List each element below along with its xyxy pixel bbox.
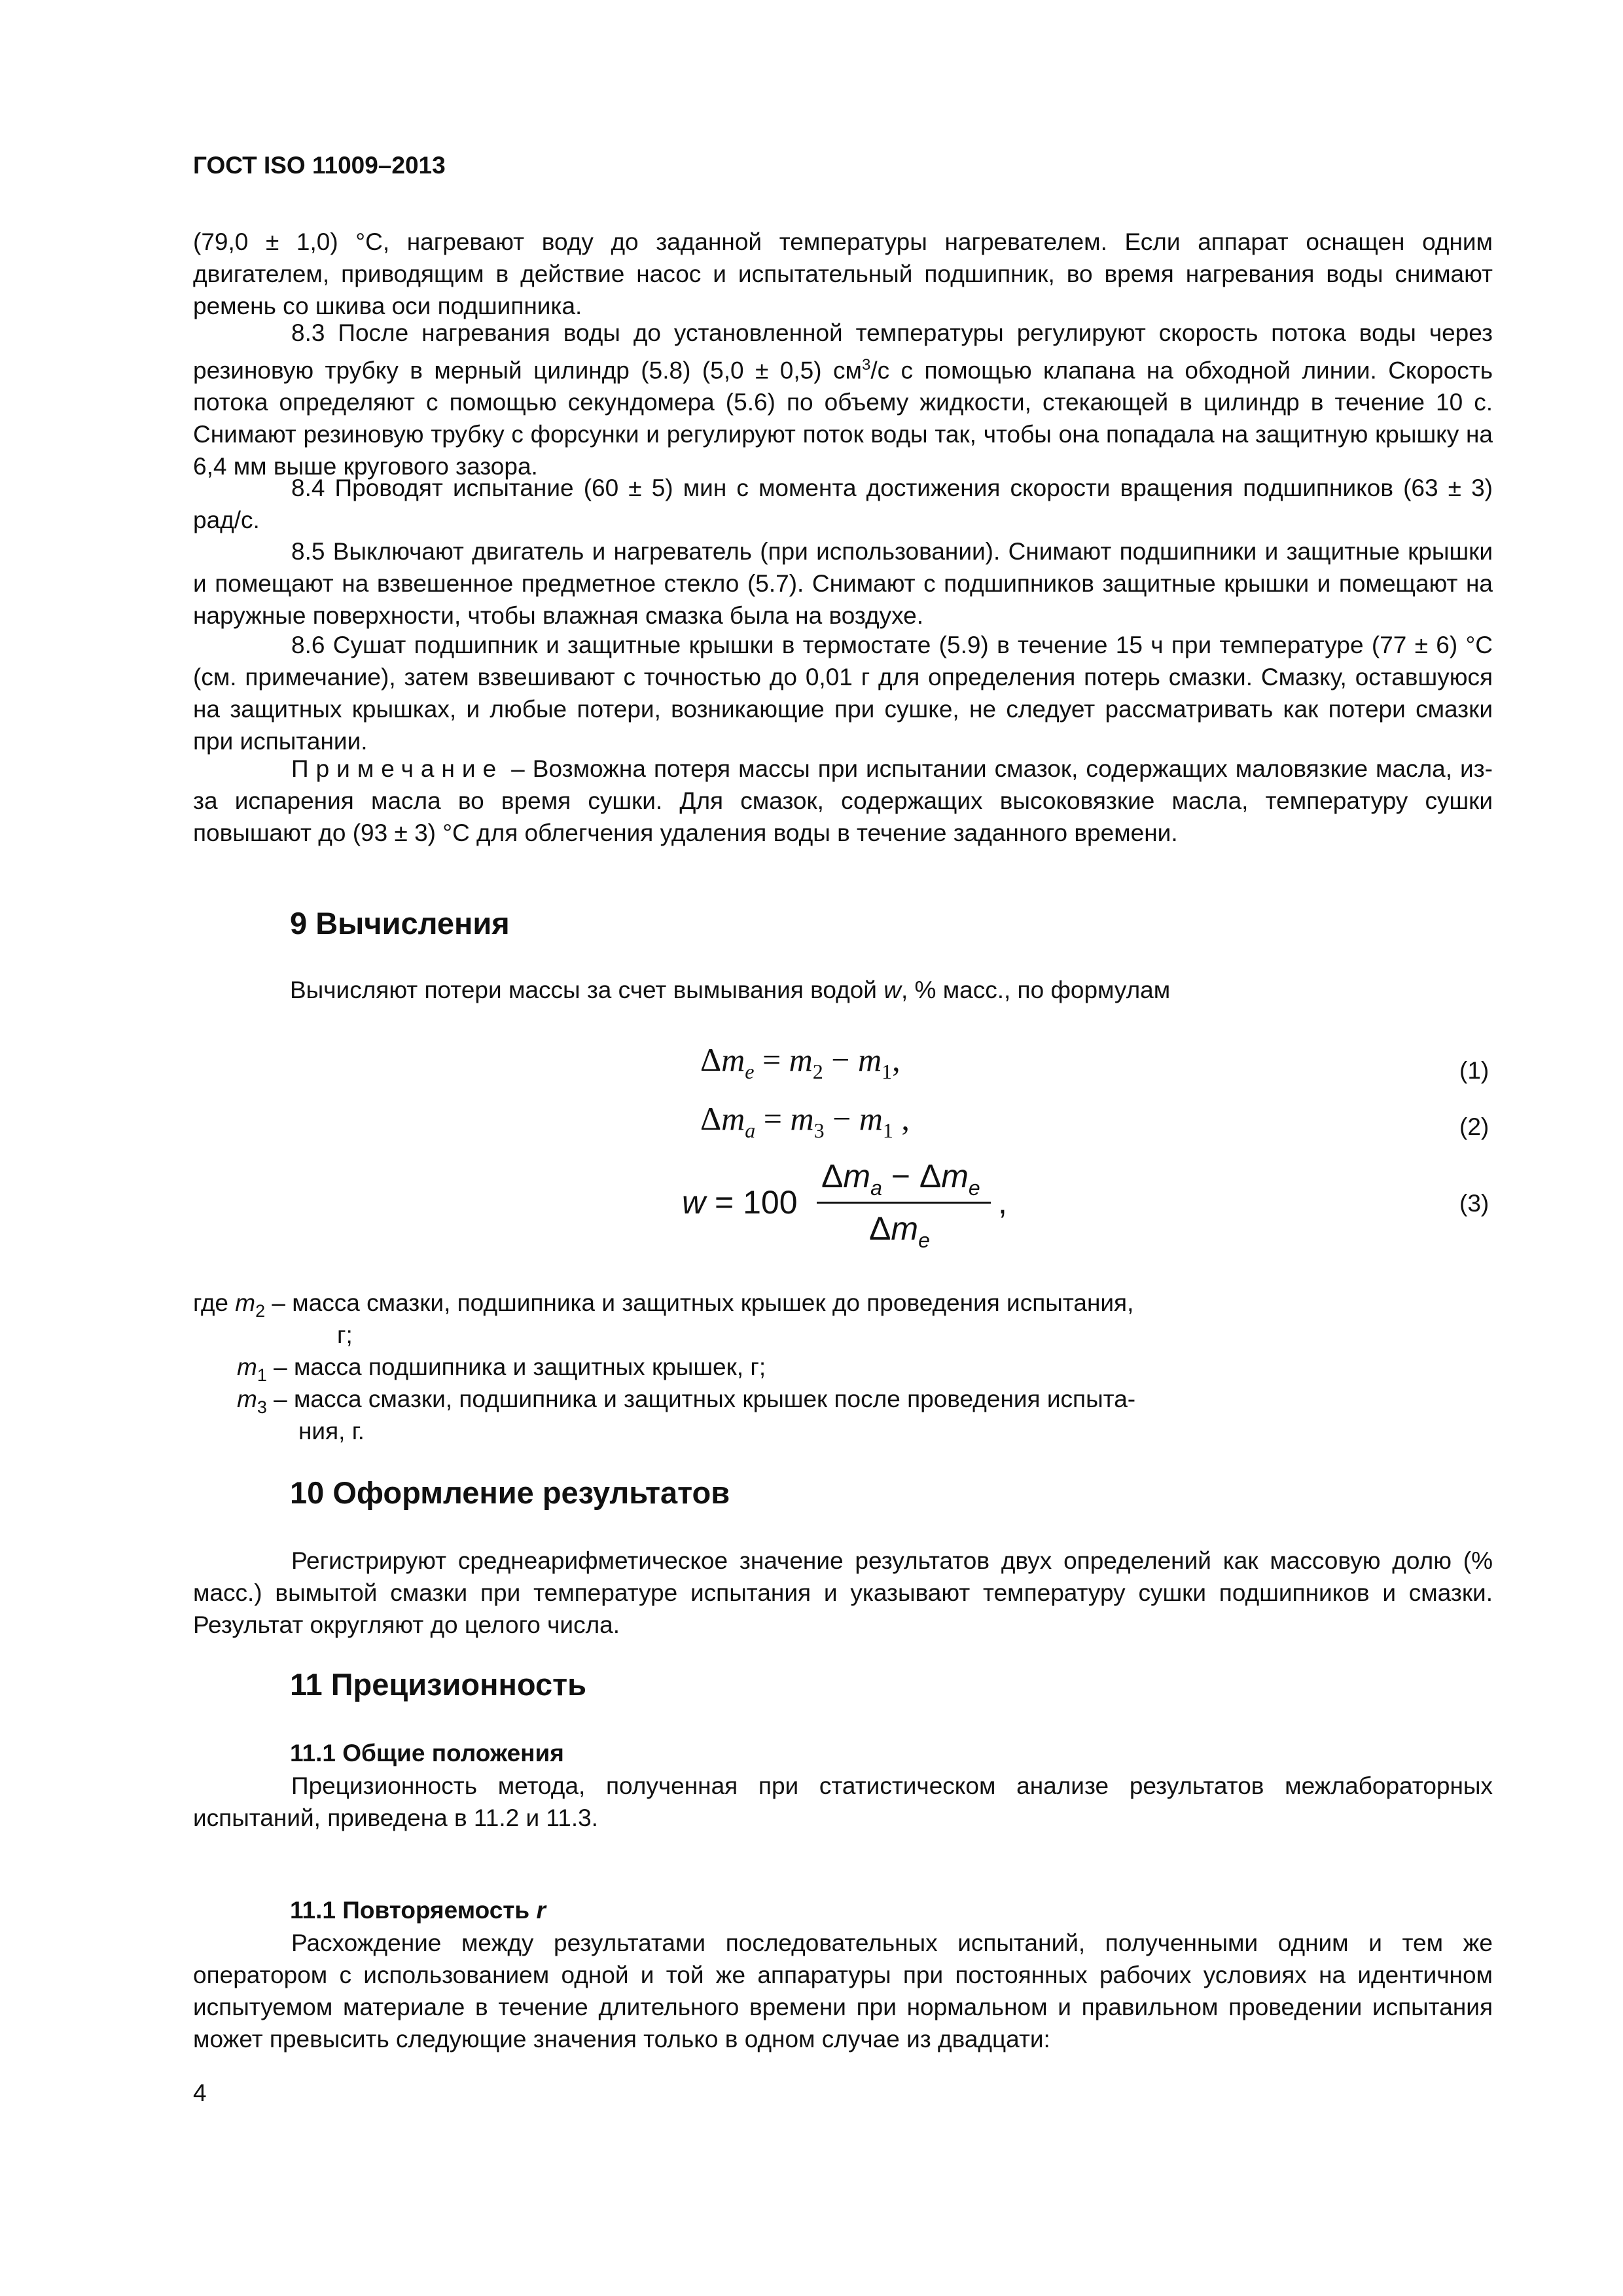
section-9-intro <box>290 974 1494 1006</box>
formula-2-number: (2) <box>1459 1113 1489 1140</box>
note-paragraph <box>193 753 1493 849</box>
formula-2: $\Delta m_a = m_3 - m_1$ , <box>700 1100 910 1142</box>
formula-1-number: (1) <box>1459 1057 1489 1084</box>
definition-m2-continuation: г; <box>337 1321 353 1348</box>
subsection-11-1-title: 11.1 Общие положения <box>290 1740 564 1767</box>
definition-m1-text: – масса подшипника и защитных крышек, г; <box>266 1354 766 1380</box>
document-code: ГОСТ ISO 11009–2013 <box>193 152 446 179</box>
superscript-3: 3 <box>861 356 871 374</box>
paragraph-8-4: 8.4 Проводят испытание (60 ± 5) мин с момента достижения скорости вращения подшипников (63 ± 3) рад/с. <box>193 475 1493 533</box>
section-9-intro-text: Вычисляют потери массы за счет вымывания водой <box>290 977 884 1003</box>
paragraph-intro: (79,0 ± 1,0) °С, нагревают воду до заданной температуры нагревателем. Если аппарат оснащен одним двигателем, приводящим в действие насос и испытательный подшипник, во время нагревания воды снимают ремень со шкива оси подшипника. <box>193 228 1493 319</box>
repeatability-title-text: 11.1 Повторяемость <box>290 1897 537 1924</box>
variable-r: r <box>536 1897 546 1924</box>
index-3: 3 <box>257 1397 267 1417</box>
note-label: Примечание <box>291 755 504 782</box>
paragraph-8-6: 8.6 Сушат подшипник и защитные крышки в термостате (5.9) в течение 15 ч при температуре (77 ± 6) °С (см. примечание), затем взвешивают с точностью до 0,01 г для определения потерь смазки. Смазку, оставшуюся на защитных крышках, и любые потери, возникающие при сушке, не следует рассматривать как потери смазки при испытании. <box>193 632 1493 755</box>
index-2: 2 <box>255 1301 266 1321</box>
subsection-repeatability-title <box>290 1897 546 1924</box>
formula-3-comma: , <box>998 1184 1007 1221</box>
formula-3-denominator: $\Delta m_e$ <box>869 1210 930 1252</box>
paragraph-8-3-part-b: /с с помощью клапана на обходной линии. Скорость потока определяют с помощью секундомера (5.6) по объему жидкости, стекающей в цилиндр в течение 10 с. Снимают резиновую трубку с форсунки и регулируют поток воды так, чтобы она попадала на защитную крышку на 6,4 мм выше кругового зазора. <box>193 357 1493 480</box>
paragraph-8-3 <box>193 317 1493 482</box>
formula-3-number: (3) <box>1459 1190 1489 1217</box>
section-10-title: 10 Оформление результатов <box>290 1475 730 1510</box>
subsection-repeatability-text: Расхождение между результатами последовательных испытаний, полученными одним и тем же оператором с использованием одной и той же аппаратуры при постоянных рабочих условиях на идентичном испытуемом материале в течение длительного времени при нормальном и правильном проведении испытания может превысить следующие значения только в одном случае из двадцати: <box>193 1929 1493 2053</box>
definition-m3 <box>237 1383 1135 1424</box>
paragraph-8-5: 8.5 Выключают двигатель и нагреватель (при использовании). Снимают подшипники и защитные крышки и помещают на взвешенное предметное стекло (5.7). Снимают с подшипников защитные крышки и помещают на наружные поверхности, чтобы влажная смазка была на воздухе. <box>193 538 1493 629</box>
symbol-m1: m <box>237 1354 257 1380</box>
definition-m2-text: – масса смазки, подшипника и защитных крышек до проведения испытания, <box>265 1289 1134 1316</box>
section-11-title: 11 Прецизионность <box>290 1667 587 1702</box>
definition-m3-continuation: ния, г. <box>298 1418 365 1444</box>
section-9-intro-tail: , % масс., по формулам <box>901 977 1171 1003</box>
formula-3-factor: 100 <box>743 1184 798 1221</box>
symbol-m3: m <box>237 1386 257 1412</box>
formula-1: $\Delta m_e = m_2 - m_1$, <box>700 1041 901 1083</box>
definition-m2 <box>193 1287 1133 1327</box>
page-number: 4 <box>193 2079 207 2106</box>
formula-3-numerator: $\Delta m_a - \Delta m_e$ <box>821 1158 980 1200</box>
variable-w: w <box>883 977 901 1003</box>
note-text: – Возможна потеря массы при испытании смазок, содержащих маловязкие масла, из-за испарения масла во время сушки. Для смазок, содержащих высоковязкие масла, температуру сушки повышают до (93 ± 3) °С для облегчения удаления воды в течение заданного времени. <box>193 755 1493 846</box>
section-10-text: Регистрируют среднеарифметическое значение результатов двух определений как массовую долю (% масс.) вымытой смазки при температуре испытания и указывают температуру сушки подшипников и смазки. Результат округляют до целого числа. <box>193 1547 1493 1638</box>
subsection-11-1-text: Прецизионность метода, полученная при статистическом анализе результатов межлабораторных испытаний, приведена в 11.2 и 11.3. <box>193 1772 1493 1831</box>
definition-m3-text: – масса смазки, подшипника и защитных крышек после проведения испыта- <box>266 1386 1136 1412</box>
formula-3-lhs: w = 100 <box>682 1184 798 1221</box>
where-label: где <box>193 1289 229 1316</box>
index-1: 1 <box>257 1365 267 1385</box>
paragraph-8-3-part-a: 8.3 После нагревания воды до установленной температуры регулируют скорость потока воды через резиновую трубку в мерный цилиндр (5.8) (5,0 ± 0,5) см <box>193 319 1493 384</box>
formula-3-fraction-bar <box>817 1202 991 1204</box>
section-9-title: 9 Вычисления <box>290 906 510 941</box>
symbol-m2: m <box>235 1289 256 1316</box>
